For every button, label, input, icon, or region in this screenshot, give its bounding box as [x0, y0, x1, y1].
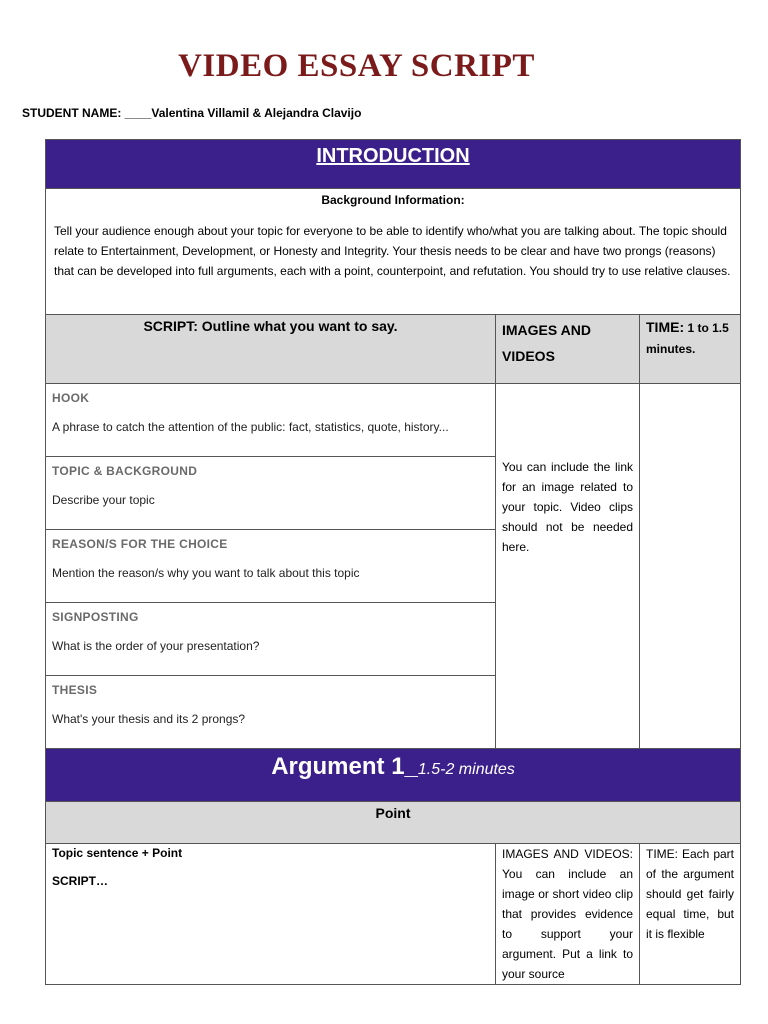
time-value: 1 to 1.5 minutes. [646, 321, 729, 356]
section-label: THESIS [52, 683, 98, 697]
section-hook [46, 384, 496, 457]
background-heading: Background Information: [321, 193, 465, 207]
column-header-script: SCRIPT: Outline what you want to say. [46, 315, 496, 384]
page-title: VIDEO ESSAY SCRIPT [178, 48, 535, 84]
section-text: Describe your topic [52, 493, 155, 507]
section-text: Mention the reason/s why you want to talk about this topic [52, 566, 360, 580]
section-label: TOPIC & BACKGROUND [52, 464, 198, 478]
section-label: HOOK [52, 391, 90, 405]
introduction-heading: INTRODUCTION [316, 145, 470, 167]
background-text: Tell your audience enough about your topic for everyone to be able to identify who/what you are talking about. The topic should relate to Entertainment, Development, or Honesty and Integrity. Your thesis needs to be clear and have two prongs (reasons) that can be developed into full arguments, each with a point, counterpoint, and refutation. You should try to use relative clauses. [54, 224, 731, 278]
time-label: TIME: [646, 319, 685, 335]
section-text: A phrase to catch the attention of the public: fact, statistics, quote, history... [52, 420, 449, 434]
section-reasons [46, 530, 496, 603]
argument1-header [46, 749, 741, 802]
topic-sentence-label: Topic sentence + Point [52, 846, 183, 860]
section-text: What is the order of your presentation? [52, 639, 260, 653]
column-header-images: IMAGES AND VIDEOS [496, 315, 640, 384]
argument1-script-cell [46, 844, 496, 985]
images-note: You can include the link for an image related to your topic. Video clips should not be needed here. [496, 384, 640, 749]
script-label: SCRIPT… [52, 874, 109, 888]
section-thesis [46, 676, 496, 749]
script-table [45, 139, 741, 985]
introduction-header [46, 140, 741, 189]
column-header-time [640, 315, 741, 384]
argument1-duration: 1.5-2 minutes [417, 761, 515, 778]
argument1-heading: Argument 1_ [271, 753, 418, 780]
section-label: SIGNPOSTING [52, 610, 139, 624]
student-name: STUDENT NAME: ____Valentina Villamil & Alejandra Clavijo [22, 106, 362, 120]
section-topic-background [46, 457, 496, 530]
section-text: What's your thesis and its 2 prongs? [52, 712, 246, 726]
time-cell [640, 384, 741, 749]
argument1-time-cell: TIME: Each part of the argument should get fairly equal time, but it is flexible [640, 844, 741, 985]
argument1-images-cell: IMAGES AND VIDEOS: You can include an image or short video clip that provides evidence to support your argument. Put a link to your source [496, 844, 640, 985]
section-label: REASON/S FOR THE CHOICE [52, 537, 228, 551]
point-header: Point [46, 802, 741, 844]
background-info-cell [46, 189, 741, 315]
section-signposting [46, 603, 496, 676]
